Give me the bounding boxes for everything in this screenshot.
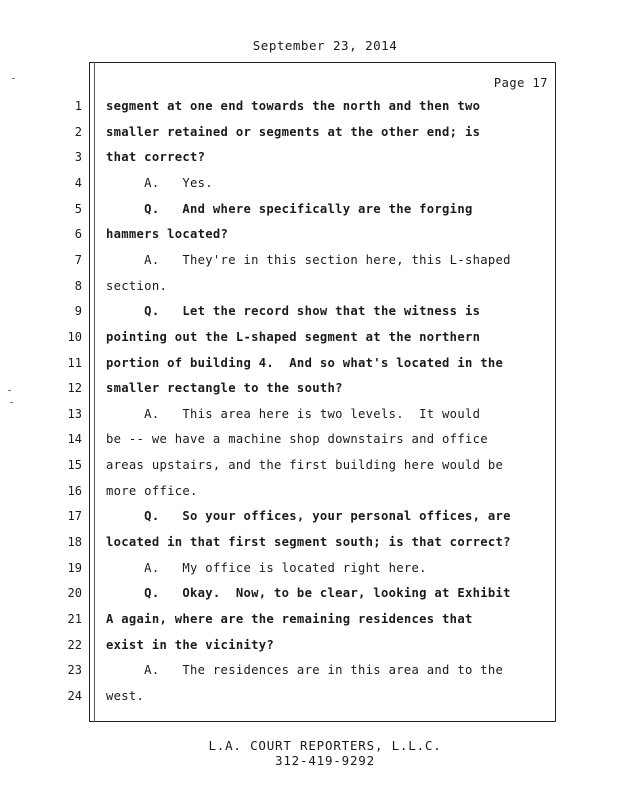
line-text: section. (106, 278, 168, 293)
line-number: 6 (74, 227, 82, 242)
transcript-line (0, 227, 600, 247)
scan-speck (12, 78, 15, 79)
line-number: 18 (67, 535, 82, 550)
page-number-label: Page 17 (493, 76, 548, 90)
line-number: 1 (74, 99, 82, 113)
line-text: more office. (106, 483, 198, 498)
line-text: west. (106, 688, 145, 703)
line-text: be -- we have a machine shop downstairs and office (106, 432, 488, 447)
transcript-line (0, 586, 600, 606)
line-number: 7 (74, 252, 82, 267)
line-number: 19 (67, 560, 82, 575)
line-text: pointing out the L-shaped segment at the northern (106, 329, 481, 344)
line-number: 17 (67, 509, 82, 524)
line-number: 22 (67, 637, 82, 652)
line-number: 23 (67, 663, 82, 678)
line-text: exist in the vicinity? (106, 637, 275, 652)
footer-phone: 312-419-9292 (275, 753, 375, 768)
line-number: 10 (67, 329, 82, 344)
line-number: 9 (74, 304, 82, 319)
line-number: 11 (67, 355, 82, 370)
footer-company: L.A. COURT REPORTERS, L.L.C. (208, 738, 442, 753)
transcript-line (0, 202, 600, 222)
scan-speck (8, 390, 11, 391)
line-number: 2 (74, 124, 82, 139)
line-text: A. They're in this section here, this L-shaped (106, 252, 511, 267)
transcript-line (0, 330, 600, 350)
transcript-line (0, 509, 600, 529)
line-text: located in that first segment south; is that correct? (106, 535, 511, 550)
transcript-date: September 23, 2014 (252, 38, 398, 53)
line-text: A. The residences are in this area and to the (106, 663, 504, 678)
line-number: 24 (67, 688, 82, 703)
transcript-line (0, 356, 600, 376)
line-number: 12 (67, 381, 82, 396)
transcript-line (0, 381, 600, 401)
line-text: hammers located? (106, 227, 229, 242)
transcript-line (0, 304, 600, 324)
line-text: portion of building 4. And so what's located in the (106, 355, 504, 370)
transcript-line (0, 253, 600, 273)
transcript-line (0, 484, 600, 504)
line-number: 4 (74, 175, 82, 190)
transcript-line (0, 689, 600, 709)
line-text: A. Yes. (106, 175, 213, 190)
transcript-line (0, 407, 600, 427)
line-text: Q. Let the record show that the witness is (106, 304, 481, 319)
line-text: A. My office is located right here. (106, 560, 427, 575)
line-number: 13 (67, 406, 82, 421)
line-number: 3 (74, 150, 82, 165)
line-text: A again, where are the remaining residences that (106, 612, 473, 626)
line-text: areas upstairs, and the first building here would be (106, 458, 504, 473)
transcript-line (0, 125, 600, 145)
transcript-line (0, 150, 600, 170)
transcript-line (0, 561, 600, 581)
line-text: A. This area here is two levels. It would (106, 406, 481, 421)
line-text: segment at one end towards the north and then two (106, 99, 481, 113)
line-number: 8 (74, 278, 82, 293)
line-text: Q. And where specifically are the forging (106, 201, 473, 216)
transcript-line (0, 99, 600, 119)
transcript-line (0, 279, 600, 299)
transcript-line (0, 638, 600, 658)
line-number: 14 (67, 432, 82, 447)
line-text: Q. Okay. Now, to be clear, looking at Exhibit (106, 586, 511, 601)
line-text: that correct? (106, 150, 206, 165)
line-text: Q. So your offices, your personal offices, are (106, 509, 511, 524)
line-number: 5 (74, 201, 82, 216)
transcript-line (0, 663, 600, 683)
line-text: smaller retained or segments at the other end; is (106, 124, 481, 139)
line-text: smaller rectangle to the south? (106, 381, 343, 396)
transcript-line (0, 535, 600, 555)
transcript-line (0, 458, 600, 478)
line-number: 20 (67, 586, 82, 601)
transcript-line (0, 176, 600, 196)
line-number: 16 (67, 483, 82, 498)
transcript-line (0, 432, 600, 452)
line-number: 21 (67, 612, 82, 626)
line-number: 15 (67, 458, 82, 473)
scan-speck (10, 402, 13, 403)
transcript-line (0, 612, 600, 632)
